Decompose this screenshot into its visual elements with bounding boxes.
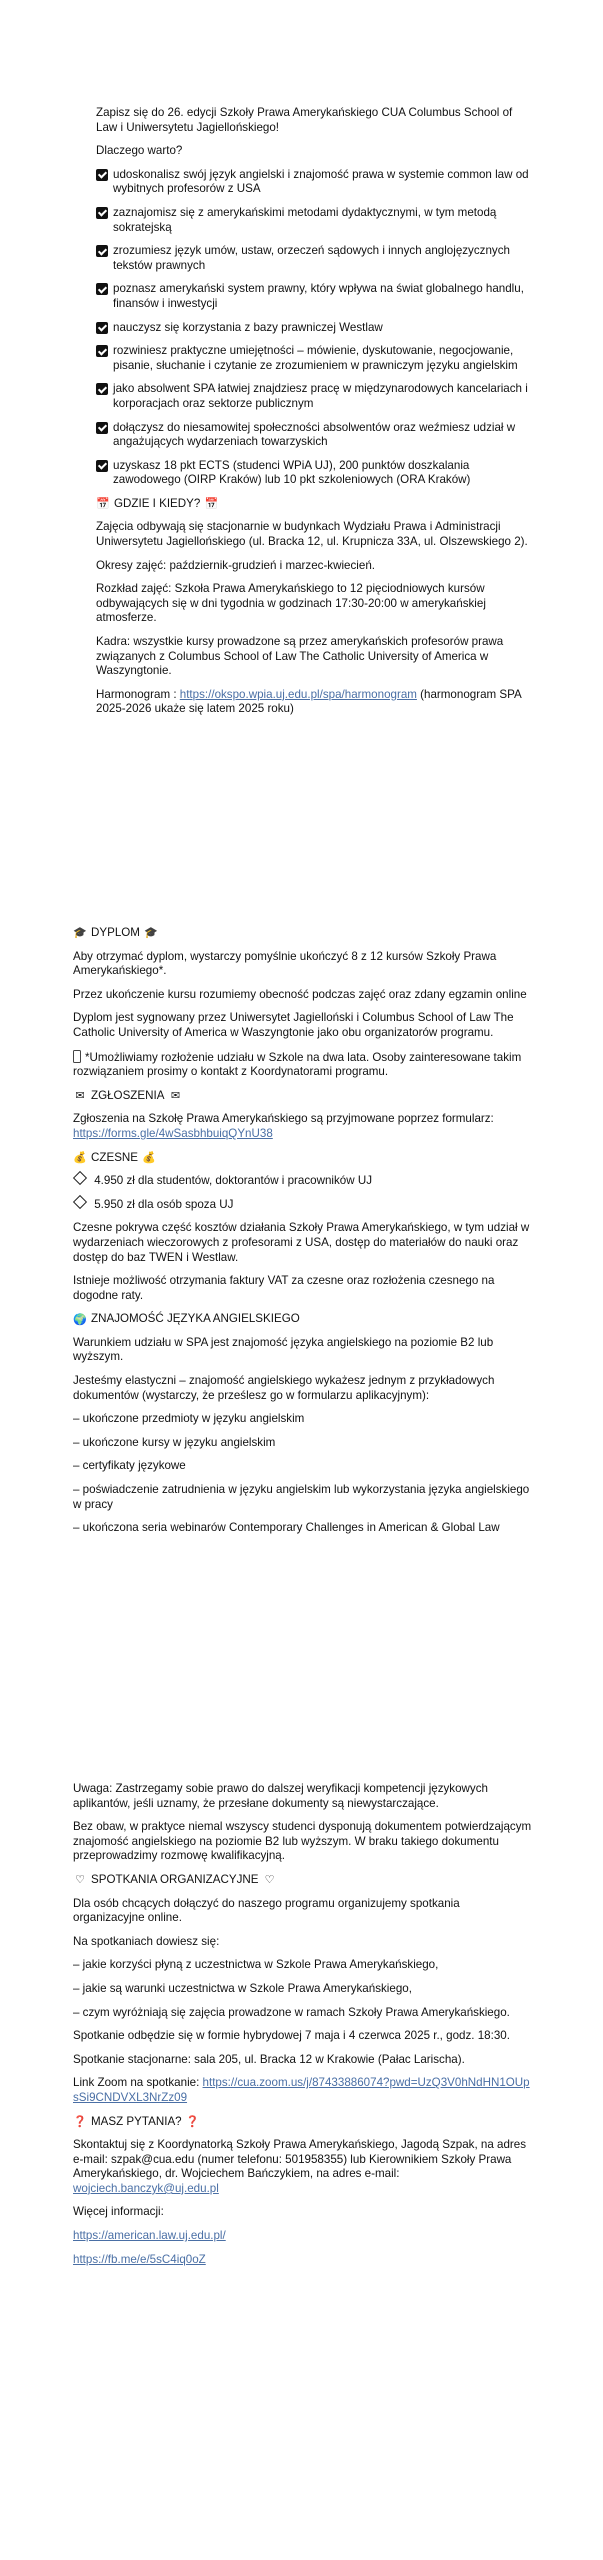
interview-note: Bez obaw, w praktyce niemal wszyscy studenci dysponują dokumentem potwierdzającym znajomość angielskiego na poziomie B2 lub wyższym. W braku takiego dokumentu przeprowadzimy rozmowę kwalifikacyjną.	[73, 1820, 532, 1863]
money-bag-icon: 💰	[73, 1151, 87, 1164]
money-bag-icon: 💰	[142, 1151, 156, 1164]
checkmark-icon	[96, 207, 108, 219]
facebook-link[interactable]: https://fb.me/e/5sC4iq0oZ	[73, 2252, 206, 2266]
benefit-item: poznasz amerykański system prawny, który wpływa na świat globalnego handlu, finansów i inwestycji	[96, 282, 536, 311]
diploma-heading: 🎓 DYPLOM 🎓	[73, 926, 158, 940]
question-icon: ❓	[73, 2115, 87, 2128]
diploma-signature: Dyplom jest sygnowany przez Uniwersytet Jagielloński i Columbus School of Law The Catholic University of America w Waszyngtonie jako obu organizatorów programu.	[73, 1011, 514, 1039]
question-icon: ❓	[185, 2115, 200, 2128]
benefit-item: dołączysz do niesamowitej społeczności absolwentów oraz weźmiesz udział w angażujących wydarzeniach towarzyskich	[96, 421, 536, 450]
meetings-item: – jakie są warunki uczestnictwa w Szkole Prawa Amerykańskiego,	[73, 1981, 412, 1995]
fees-invoice: Istnieje możliwość otrzymania faktury VAT za czesne oraz rozłożenia czesnego na dogodne raty.	[73, 1274, 495, 1302]
calendar-icon: 📅	[96, 498, 110, 511]
where-schedule: Rozkład zajęć: Szkoła Prawa Amerykańskiego to 12 pięciodniowych kursów odbywających się w dni tygodnia w godzinach 17:30-20:00 w amerykańskiej atmosferze.	[96, 582, 486, 625]
english-doc-item: – ukończone kursy w języku angielskim	[73, 1435, 276, 1449]
contact-paragraph: Skontaktuj się z Koordynatorką Szkoły Prawa Amerykańskiego, Jagodą Szpak, na adres e-mail: szpak@cua.edu (numer telefonu: 501958355) lub Kierownikiem Szkoły Prawa Amerykańskiego, dr. Wojciechem Bańczykiem, na adres e-mail: wojciech.banczyk@uj.edu.pl	[73, 2138, 527, 2195]
fee-uj: 4.950 zł dla studentów, doktorantów i pracowników UJ	[73, 1174, 533, 1189]
questions-heading: ❓ MASZ PYTANIA? ❓	[73, 2114, 200, 2128]
verification-note: Uwaga: Zastrzegamy sobie prawo do dalszej weryfikacji kompetencji językowych aplikantów, jeśli uznamy, że przesłane dokumenty są niewystarczające.	[73, 1782, 488, 1810]
phone-icon	[73, 1050, 81, 1063]
meetings-learn: Na spotkaniach dowiesz się:	[73, 1934, 220, 1948]
checkmark-icon	[96, 169, 108, 181]
checkmark-icon	[96, 345, 108, 357]
english-doc-item: – certyfikaty językowe	[73, 1459, 186, 1473]
facebook-paragraph	[73, 2253, 533, 2268]
english-requirement: Warunkiem udziału w SPA jest znajomość języka angielskiego na poziomie B2 lub wyższym.	[73, 1335, 494, 1364]
intro-lead: Zapisz się do 26. edycji Szkoły Prawa Amerykańskiego CUA Columbus School of Law i Uniwersytetu Jagiellońskiego!	[96, 106, 513, 134]
where-staff: Kadra: wszystkie kursy prowadzone są przez amerykańskich profesorów prawa związanych z Columbus School of Law The Catholic University of America w Waszyngtonie.	[96, 635, 504, 678]
checkmark-icon	[96, 245, 108, 257]
checkmark-icon	[96, 383, 108, 395]
diploma-completion: Przez ukończenie kursu rozumiemy obecność podczas zajęć oraz zdany egzamin online	[73, 987, 527, 1001]
where-periods: Okresy zajęć: październik-grudzień i marzec-kwiecień.	[96, 558, 375, 572]
fee-external: 5.950 zł dla osób spoza UJ	[73, 1198, 533, 1213]
graduation-cap-icon: 🎓	[73, 927, 87, 940]
meetings-item: – czym wyróżniają się zajęcia prowadzone w ramach Szkoły Prawa Amerykańskiego.	[73, 2005, 510, 2019]
fees-coverage: Czesne pokrywa część kosztów działania Szkoły Prawa Amerykańskiego, w tym udział w wydarzeniach wieczorowych z profesorami z USA, dostęp do materiałów do nauki oraz dostęp do baz TWEN i Westlaw.	[73, 1221, 530, 1264]
checkmark-icon	[96, 322, 108, 334]
benefit-item: nauczysz się korzystania z bazy prawniczej Westlaw	[96, 321, 536, 336]
benefit-item: udoskonalisz swój język angielski i znajomość prawa w systemie common law od wybitnych profesorów z USA	[96, 168, 536, 197]
diploma-requirement: Aby otrzymać dyplom, wystarczy pomyślnie ukończyć 8 z 12 kursów Szkoły Prawa Amerykańskiego*.	[73, 949, 497, 978]
where-location: Zajęcia odbywają się stacjonarnie w budynkach Wydziału Prawa i Administracji Uniwersytetu Jagiellońskiego (ul. Bracka 12, ul. Krupnicza 33A, ul. Olszewskiego 2).	[96, 520, 528, 549]
english-doc-item: – ukończona seria webinarów Contemporary Challenges in American & Global Law	[73, 1521, 500, 1535]
benefit-item: zrozumiesz język umów, ustaw, orzeczeń sądowych i innych anglojęzycznych tekstów prawnych	[96, 244, 536, 273]
checkmark-icon	[96, 460, 108, 472]
english-heading: 🌍 ZNAJOMOŚĆ JĘZYKA ANGIELSKIEGO	[73, 1312, 300, 1326]
signup-form-link[interactable]: https://forms.gle/4wSasbhbuiqQYnU38	[73, 1126, 273, 1140]
benefit-item: jako absolwent SPA łatwiej znajdziesz pracę w międzynarodowych kancelariach i korporacjach oraz sektorze publicznym	[96, 382, 536, 411]
english-doc-item: – ukończone przedmioty w języku angielskim	[73, 1412, 305, 1426]
calendar-icon: 📅	[204, 498, 219, 511]
meetings-room: Spotkanie stacjonarne: sala 205, ul. Bracka 12 w Krakowie (Pałac Larischa).	[73, 2052, 465, 2066]
checkmark-icon	[96, 283, 108, 295]
website-link[interactable]: https://american.law.uj.edu.pl/	[73, 2229, 226, 2243]
diamond-icon	[73, 1171, 87, 1185]
heart-icon: ♡	[75, 1874, 85, 1887]
heart-icon: ♡	[264, 1874, 275, 1887]
schedule-link[interactable]: https://okspo.wpia.uj.edu.pl/spa/harmonogram	[179, 687, 417, 701]
intro-section	[96, 106, 536, 726]
meetings-item: – jakie korzyści płyną z uczestnictwa w Szkole Prawa Amerykańskiego,	[73, 1958, 439, 1972]
meetings-section	[73, 1782, 533, 2276]
graduation-cap-icon: 🎓	[144, 927, 158, 940]
diploma-section	[73, 926, 533, 1545]
schedule-paragraph: Harmonogram : https://okspo.wpia.uj.edu.pl/spa/harmonogram (harmonogram SPA 2025-2026 ukaże się latem 2025 roku)	[96, 687, 522, 716]
diamond-icon	[73, 1195, 87, 1209]
envelope-icon: ✉	[170, 1090, 181, 1103]
english-doc-item: – poświadczenie zatrudnienia w języku angielskim lub wykorzystania języka angielskiego w pracy	[73, 1483, 530, 1511]
zoom-paragraph: Link Zoom na spotkanie: https://cua.zoom.us/j/87433886074?pwd=UzQ3V0hNdHN1OUpsSi9CNDVXL3NrZz09	[73, 2076, 530, 2104]
zoom-link[interactable]: https://cua.zoom.us/j/87433886074?pwd=UzQ3V0hNdHN1OUpsSi9CNDVXL3NrZz09	[73, 2076, 530, 2104]
signup-paragraph: Zgłoszenia na Szkołę Prawa Amerykańskiego są przyjmowane poprzez formularz: https://forms.gle/4wSasbhbuiqQYnU38	[73, 1112, 494, 1140]
website-paragraph	[73, 2229, 533, 2244]
benefit-item: zaznajomisz się z amerykańskimi metodami dydaktycznymi, w tym metodą sokratejską	[96, 206, 536, 235]
english-flexibility: Jesteśmy elastyczni – znajomość angielskiego wykażesz jednym z przykładowych dokumentów (wystarczy, że prześlesz go w formularzu aplikacyjnym):	[73, 1374, 495, 1402]
diploma-note: *Umożliwiamy rozłożenie udziału w Szkole na dwa lata. Osoby zainteresowane takim rozwiązaniem prosimy o kontakt z Koordynatorami programu.	[73, 1050, 522, 1079]
fees-heading: 💰 CZESNE 💰	[73, 1150, 156, 1164]
more-info-label: Więcej informacji:	[73, 2205, 164, 2219]
meetings-date: Spotkanie odbędzie się w formie hybrydowej 7 maja i 4 czerwca 2025 r., godz. 18:30.	[73, 2029, 510, 2043]
signup-heading: ✉ ZGŁOSZENIA ✉	[73, 1089, 533, 1104]
why-heading: Dlaczego warto?	[96, 144, 183, 158]
checkmark-icon	[96, 422, 108, 434]
where-heading: 📅 GDZIE I KIEDY? 📅	[96, 496, 219, 511]
meetings-intro: Dla osób chcących dołączyć do naszego programu organizujemy spotkania organizacyjne online.	[73, 1896, 460, 1925]
email-link[interactable]: wojciech.banczyk@uj.edu.pl	[73, 2181, 219, 2195]
benefit-item: rozwiniesz praktyczne umiejętności – mówienie, dyskutowanie, negocjowanie, pisanie, słuchanie i czytanie ze zrozumieniem w prawniczym języku angielskim	[96, 344, 536, 373]
envelope-icon: ✉	[75, 1090, 85, 1103]
globe-icon: 🌍	[73, 1313, 87, 1326]
benefit-item: uzyskasz 18 pkt ECTS (studenci WPiA UJ), 200 punktów doszkalania zawodowego (OIRP Kraków) lub 10 pkt szkoleniowych (ORA Kraków)	[96, 459, 536, 488]
meetings-heading: ♡ SPOTKANIA ORGANIZACYJNE ♡	[73, 1873, 533, 1888]
